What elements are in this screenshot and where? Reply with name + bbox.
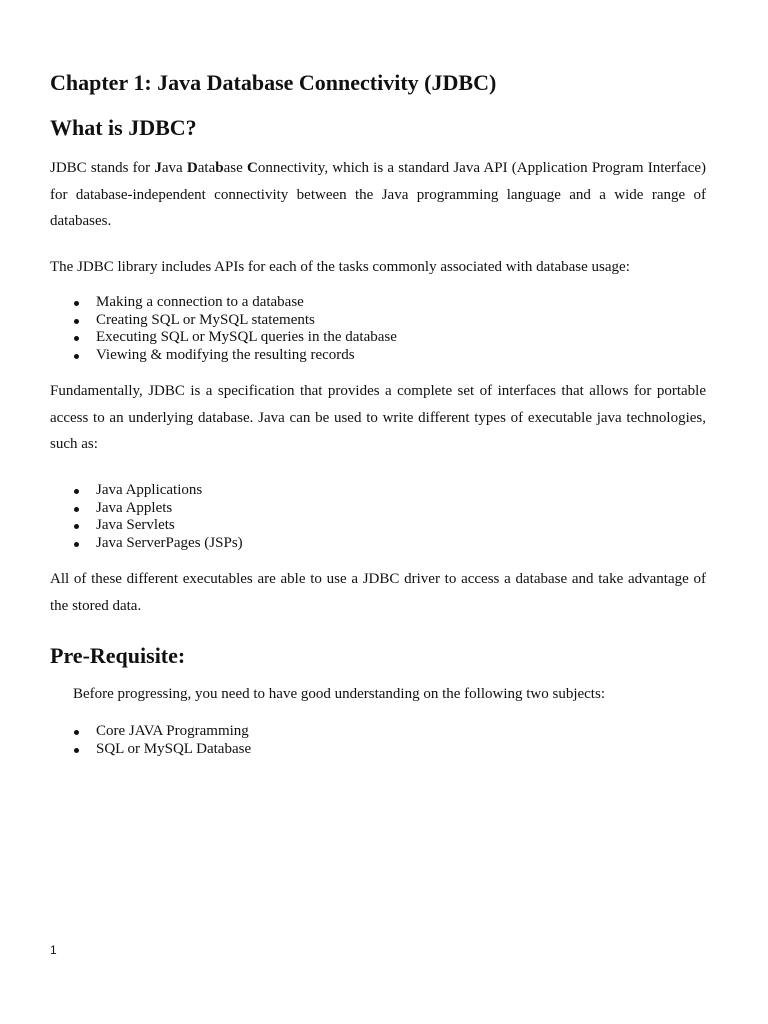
fundamentally-paragraph: Fundamentally, JDBC is a specification that provides a complete set of interfaces that allows for portable access to an underlying database. Java can be used to write different types of executable java technologies, such as: bbox=[50, 383, 706, 452]
chapter-title: Chapter 1: Java Database Connectivity (JDBC) bbox=[50, 70, 497, 95]
intro-bold-b: b bbox=[215, 160, 224, 176]
list-item bbox=[50, 482, 243, 500]
bullet-icon bbox=[74, 354, 79, 359]
section-heading-what-is-jdbc: What is JDBC? bbox=[50, 115, 197, 140]
intro-text-ase: ase bbox=[223, 160, 247, 176]
list-item-text: Java Applets bbox=[96, 499, 173, 516]
list-item-text: Java Applications bbox=[96, 482, 203, 498]
bullet-icon bbox=[74, 730, 79, 735]
bullet-icon bbox=[74, 524, 79, 529]
list-item-text: Executing SQL or MySQL queries in the database bbox=[96, 329, 397, 346]
intro-text-data: Data bbox=[186, 160, 216, 176]
section-heading-pre-requisite: Pre-Requisite: bbox=[50, 643, 186, 668]
list-item bbox=[50, 500, 243, 518]
list-item-text: Viewing & modifying the resulting records bbox=[96, 347, 355, 364]
list-item-text: SQL or MySQL Database bbox=[96, 740, 252, 757]
tasks-list bbox=[50, 294, 397, 365]
bullet-icon bbox=[74, 542, 79, 547]
list-item bbox=[50, 312, 397, 330]
bullet-icon bbox=[74, 319, 79, 324]
intro-text-rest: onnectivity, which is a standard Java API (Application Program Interface) for database-independent connectivity between the Java programming language and a wide range of databases. bbox=[50, 160, 706, 229]
list-item bbox=[50, 517, 243, 535]
executables-paragraph: All of these different executables are able to use a JDBC driver to access a database and take advantage of the stored data. bbox=[50, 571, 706, 614]
bullet-icon bbox=[74, 507, 79, 512]
list-item-text: Java ServerPages (JSPs) bbox=[96, 535, 243, 552]
technologies-list bbox=[50, 482, 243, 553]
list-item-text: Java Servlets bbox=[96, 517, 175, 534]
intro-text-ava: ava bbox=[161, 160, 187, 176]
intro-paragraph bbox=[50, 155, 706, 235]
bullet-icon bbox=[74, 301, 79, 306]
page-number: 1 bbox=[50, 943, 57, 957]
bullet-icon bbox=[74, 336, 79, 341]
intro-bold-j: J bbox=[154, 160, 162, 176]
list-item bbox=[50, 294, 397, 312]
subjects-list bbox=[50, 723, 251, 758]
bullet-icon bbox=[74, 489, 79, 494]
list-item bbox=[50, 723, 251, 741]
bullet-icon bbox=[74, 748, 79, 753]
list-item-text: Creating SQL or MySQL statements bbox=[96, 311, 315, 328]
intro-bold-c: C bbox=[246, 160, 258, 176]
prereq-sentence: Before progressing, you need to have good understanding on the following two subjects: bbox=[73, 686, 605, 702]
list-item-text: Making a connection to a database bbox=[96, 294, 304, 310]
list-item bbox=[50, 741, 251, 759]
list-item bbox=[50, 329, 397, 347]
intro-text-start: JDBC stands for bbox=[50, 160, 155, 176]
list-item-text: Core JAVA Programming bbox=[96, 723, 249, 739]
list-item bbox=[50, 347, 397, 365]
list-item bbox=[50, 535, 243, 553]
library-sentence: The JDBC library includes APIs for each of the tasks commonly associated with database usage: bbox=[50, 259, 630, 275]
